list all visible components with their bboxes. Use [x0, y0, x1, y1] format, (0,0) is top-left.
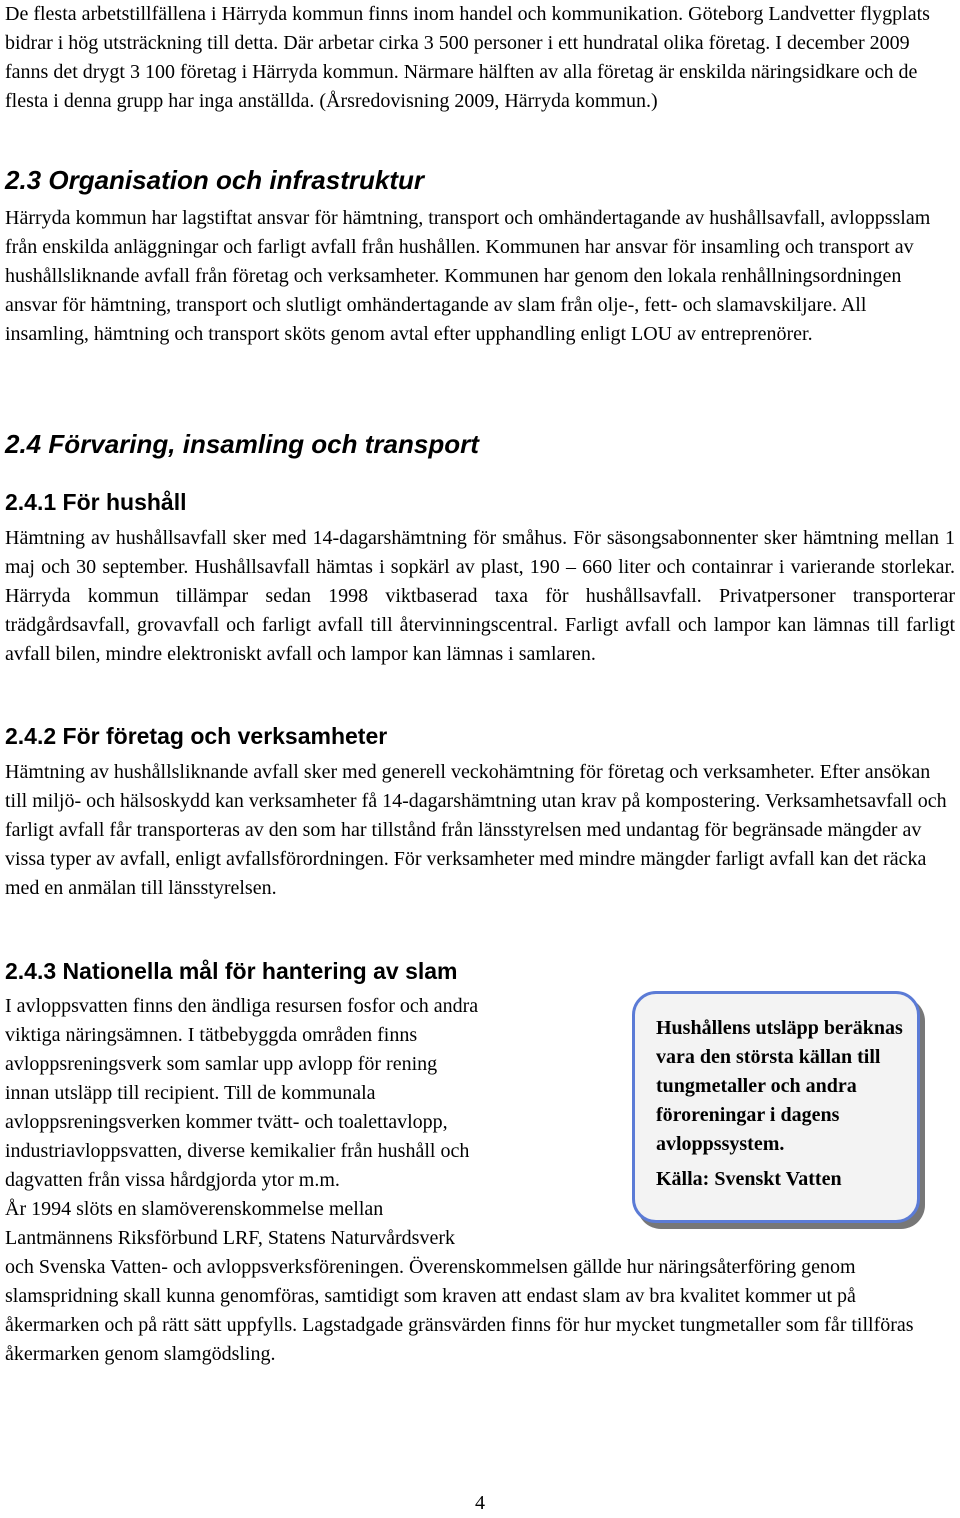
intro-paragraph: De flesta arbetstillfällena i Härryda kommun finns inom handel och kommunikation. Göteborg Landvetter flygplats bidrar i hög utsträckning till detta. Där arbetar cirka 3 500 personer i ett hundratal olika företag. I december 2009 fanns det drygt 3 100 företag i Härryda kommun. Närmare hälften av alla företag är enskilda näringsidkare och de flesta i denna grupp har inga anställda. (Årsredovisning 2009, Härryda kommun.)	[5, 3, 930, 112]
section-2-4-3-wrapped-text	[5, 992, 620, 1253]
heading-2-3: 2.3 Organisation och infrastruktur	[5, 165, 424, 195]
callout-source: Källa: Svenskt Vatten	[656, 1168, 842, 1190]
text-line: År 1994 slöts en slamöverenskommelse mellan	[5, 1198, 384, 1220]
heading-2-4-3: 2.4.3 Nationella mål för hantering av slam	[5, 958, 458, 984]
section-2-4-3-continuation: och Svenska Vatten- och avloppsverksföreningen. Överenskommelsen gällde hur näringsåterföring genom slamspridning skall kunna genomföras, samtidigt som kraven att endast slam av bra kvalitet kommer ut på åkermarken och på rätt sätt uppfylls. Lagstadgade gränsvärden finns för hur mycket tungmetaller som får tillföras åkermarken genom slamgödsling.	[5, 1256, 914, 1365]
text-line: Lantmännens Riksförbund LRF, Statens Naturvårdsverk	[5, 1227, 455, 1249]
section-2-3-paragraph: Härryda kommun har lagstiftat ansvar för hämtning, transport och omhändertagande av hushållsavfall, avloppsslam från enskilda anläggningar och farligt avfall från hushållen. Kommunen har ansvar för insamling och transport av hushållsliknande avfall från företag och verksamheter. Kommunen har genom den lokala renhållningsordningen ansvar för hämtning, transport och slutligt omhändertagande av slam från olje-, fett- och slamavskiljare. All insamling, hämtning och transport sköts genom avtal efter upphandling enligt LOU av entreprenörer.	[5, 207, 931, 345]
heading-2-4-1: 2.4.1 För hushåll	[5, 489, 187, 515]
text-line: I avloppsvatten finns den ändliga resursen fosfor och andra	[5, 995, 479, 1017]
section-2-4-1-paragraph: Hämtning av hushållsavfall sker med 14-dagarshämtning för småhus. För säsongsabonnenter sker hämtning mellan 1 maj och 30 september. Hushållsavfall hämtas i sopkärl av plast, 190 – 660 liter och containrar i varierande storlekar. Härryda kommun tillämpar sedan 1998 viktbaserad taxa för hushållsavfall. Privatpersoner transporterar trädgårdsavfall, grovavfall och farligt avfall till återvinningscentral. Farligt avfall och lampor kan lämnas till farligt avfall bilen, mindre elektroniskt avfall och lampor kan lämnas i samlaren.	[5, 527, 955, 665]
text-line: avloppsreningsverken kommer tvätt- och toalettavlopp,	[5, 1111, 448, 1133]
text-line: viktiga näringsämnen. I tätbebyggda områden finns	[5, 1024, 418, 1046]
page-number: 4	[475, 1492, 485, 1514]
text-line: dagvatten från vissa hårdgjorda ytor m.m.	[5, 1169, 340, 1191]
text-line: avloppsreningsverk som samlar upp avlopp för rening	[5, 1053, 438, 1075]
text-line: innan utsläpp till recipient. Till de kommunala	[5, 1082, 376, 1104]
heading-2-4-2: 2.4.2 För företag och verksamheter	[5, 723, 388, 749]
text-line: industriavloppsvatten, diverse kemikalier från hushåll och	[5, 1140, 470, 1162]
heading-2-4: 2.4 Förvaring, insamling och transport	[5, 429, 479, 459]
callout-text: Hushållens utsläpp beräknas vara den största källan till tungmetaller och andra föroreningar i dagens avloppssystem.	[656, 1017, 903, 1155]
callout-box	[632, 991, 920, 1223]
section-2-4-2-paragraph: Hämtning av hushållsliknande avfall sker med generell veckohämtning för företag och verksamheter. Efter ansökan till miljö- och hälsoskydd kan verksamheter få 14-dagarshämtning utan krav på kompostering. Verksamhetsavfall och farligt avfall får transporteras av den som har tillstånd från länsstyrelsen med undantag för begränsade mängder av vissa typer av avfall, enligt avfallsförordningen. För verksamheter med mindre mängder farligt avfall kan det räcka med en anmälan till länsstyrelsen.	[5, 761, 947, 899]
